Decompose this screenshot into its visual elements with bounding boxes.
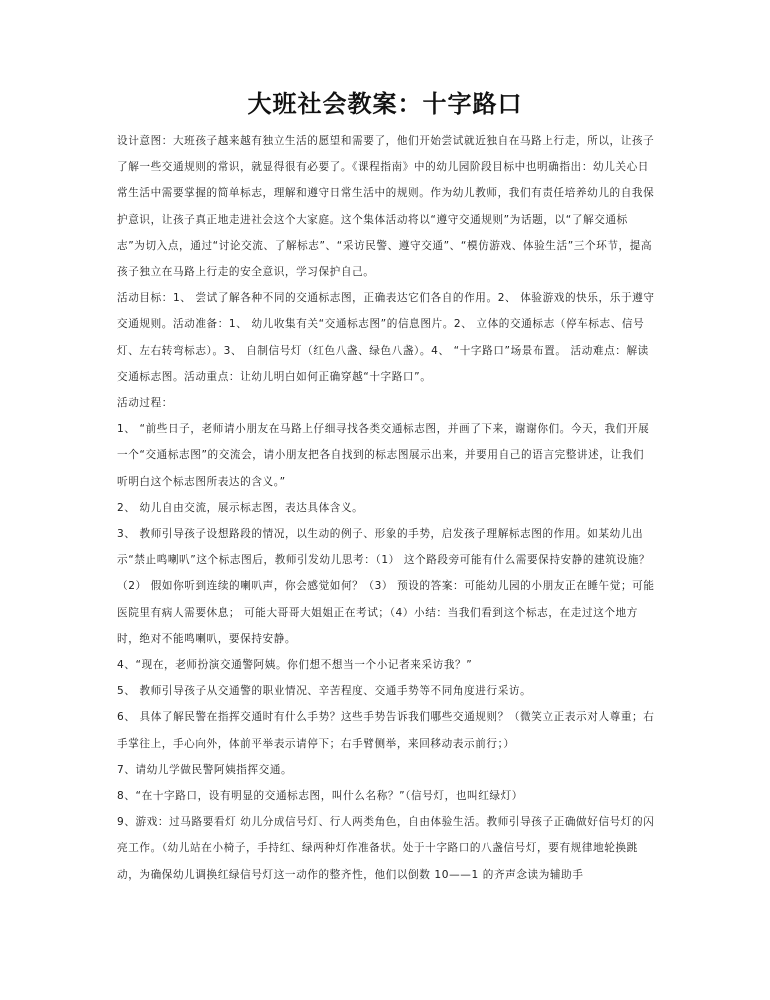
- paragraph-step-1: 1、 “前些日子，老师请小朋友在马路上仔细寻找各类交通标志图，并画了下来，谢谢你们。今天，我们开展一个“交通标志图”的交流会，请小朋友把各自找到的标志图展示出来，并要用自己的语言完整讲述，让我们听明白这个标志图所表达的含义。”: [117, 423, 650, 488]
- paragraph-step-9: 9、游戏：过马路要看灯 幼儿分成信号灯、行人两类角色，自由体验生活。教师引导孩子正确做好信号灯的闪亮工作。（幼儿站在小椅子，手持红、绿两种灯作准备状。处于十字路口的八盏信号灯，要有规律地轮换跳动，为确保幼儿调换红绿信号灯这一动作的整齐性，他们以倒数 10——1 的齐声念读为辅助手: [117, 816, 655, 881]
- paragraph-goals-preparation: 活动目标：1、 尝试了解各种不同的交通标志图，正确表达它们各自的作用。2、 体验游戏的快乐，乐于遵守交通规则。活动准备：1、 幼儿收集有关“交通标志图”的信息图片。2、 立体的交通标志（停车标志、信号灯、左右转弯标志）。3、 自制信号灯（红色八盏、绿色八盏）。4、 “十字路口”场景布置。 活动难点：解读交通标志图。活动重点：让幼儿明白如何正确穿越“十字路口”。: [117, 292, 655, 383]
- paragraph-step-4: 4、“现在，老师扮演交通警阿姨。你们想不想当一个小记者来采访我？”: [117, 659, 473, 672]
- paragraph-step-6: 6、 具体了解民警在指挥交通时有什么手势？这些手势告诉我们哪些交通规则？（微笑立正表示对人尊重；右手掌往上，手心向外，体前平举表示请停下；右手臂侧举，来回移动表示前行；）: [117, 711, 655, 750]
- document-body: [117, 128, 655, 888]
- paragraph-step-2: 2、 幼儿自由交流，展示标志图，表达具体含义。: [117, 501, 364, 514]
- paragraph-step-8: 8、“在十字路口，设有明显的交通标志图，叫什么名称？”（信号灯，也叫红绿灯）: [117, 790, 523, 803]
- paragraph-design-intent: 设计意图：大班孩子越来越有独立生活的愿望和需要了，他们开始尝试就近独自在马路上行走，所以，让孩子了解一些交通规则的常识，就显得很有必要了。《课程指南》中的幼儿园阶段目标中也明确指出：幼儿关心日常生活中需要掌握的简单标志，理解和遵守日常生活中的规则。作为幼儿教师，我们有责任培养幼儿的自我保护意识，让孩子真正地走进社会这个大家庭。这个集体活动将以“遵守交通规则”为话题，以“了解交通标志”为切入点，通过“讨论交流、了解标志”、“采访民警、遵守交通”、“模仿游戏、体验生活”三个环节，提高孩子独立在马路上行走的安全意识，学习保护自己。: [117, 135, 655, 279]
- paragraph-step-5: 5、 教师引导孩子从交通警的职业情况、辛苦程度、交通手势等不同角度进行采访。: [117, 685, 532, 698]
- paragraph-step-7: 7、请幼儿学做民警阿姨指挥交通。: [117, 763, 293, 776]
- paragraph-step-3: 3、 教师引导孩子设想路段的情况，以生动的例子、形象的手势，启发孩子理解标志图的作用。如某幼儿出示“禁止鸣喇叭”这个标志图后，教师引发幼儿思考：（1） 这个路段旁可能有什么需要保持安静的建筑设施？（2） 假如你听到连续的喇叭声，你会感觉如何？（3） 预设的答案：可能幼儿园的小朋友正在睡午觉；可能医院里有病人需要休息； 可能大哥哥大姐姐正在考试；（4）小结：当我们看到这个标志，在走过这个地方时，绝对不能鸣喇叭，要保持安静。: [117, 528, 655, 645]
- document-title: 大班社会教案：十字路口: [247, 90, 523, 118]
- paragraph-process-heading: 活动过程：: [117, 397, 173, 410]
